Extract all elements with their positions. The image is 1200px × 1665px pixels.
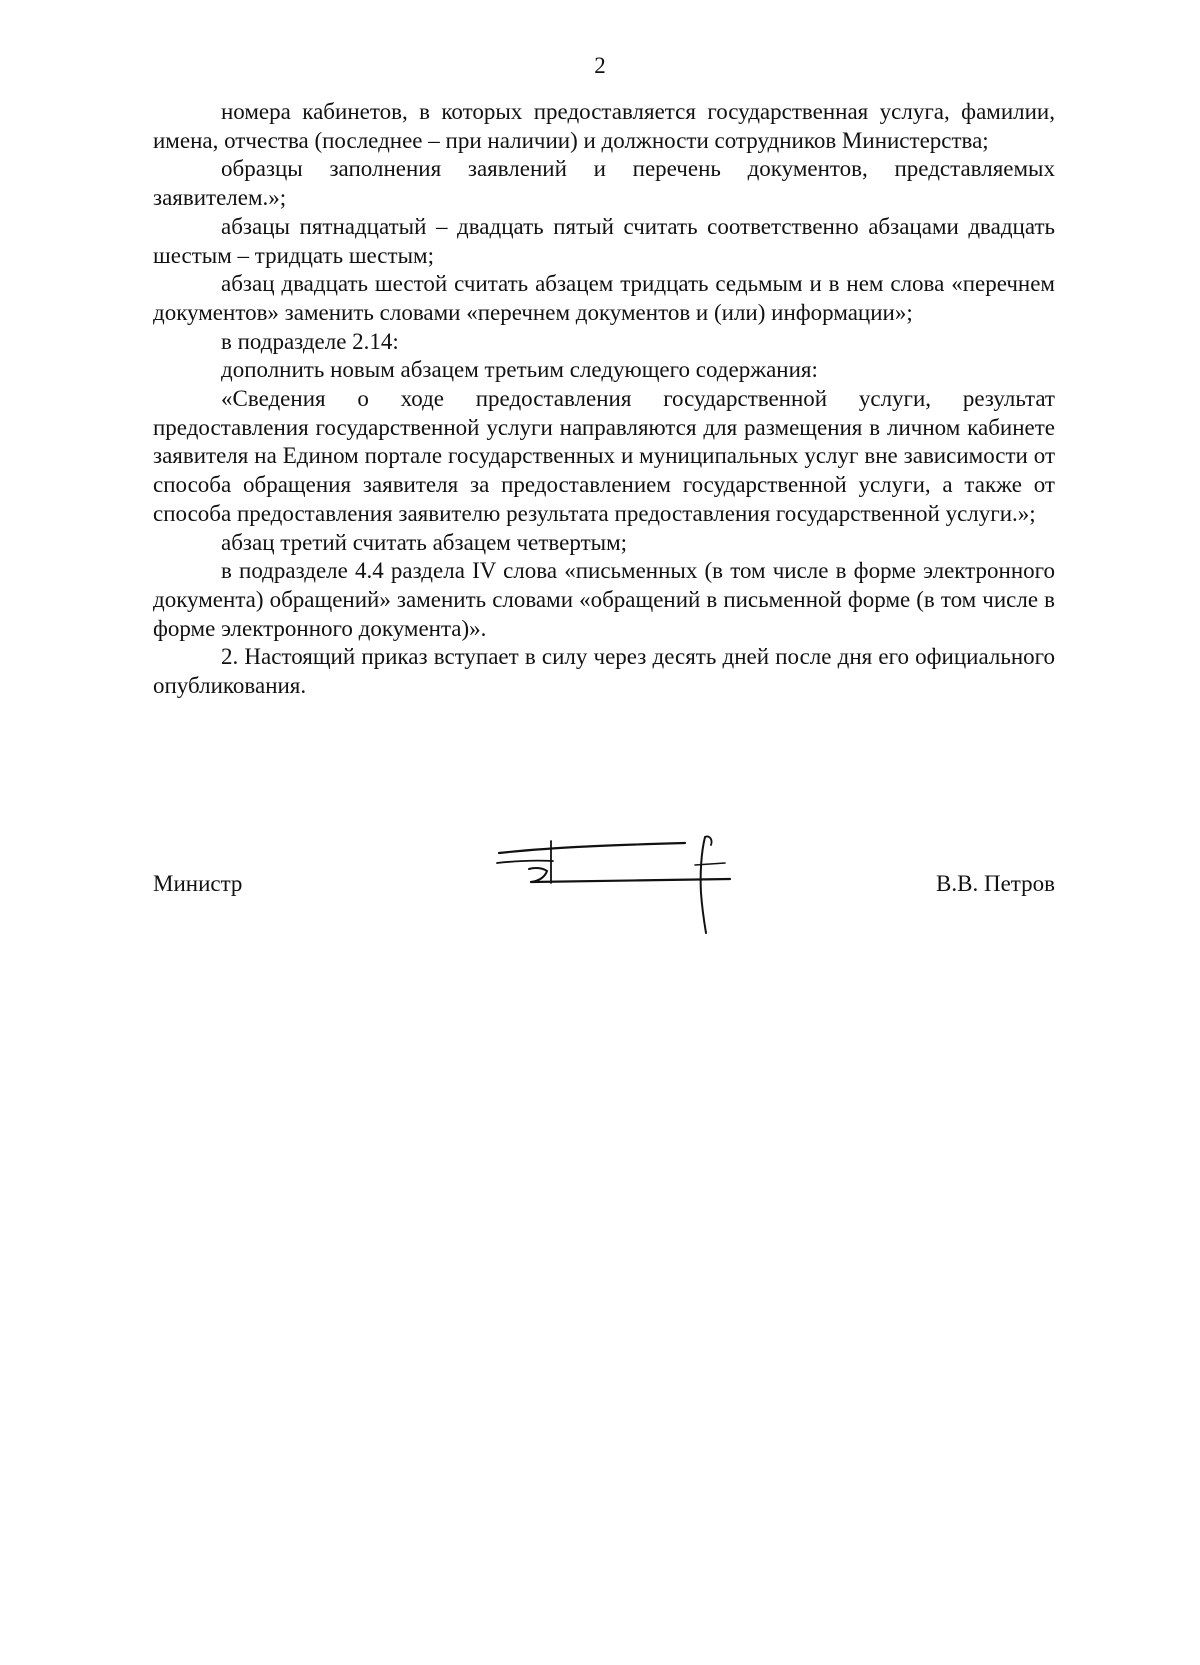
handwritten-signature xyxy=(495,835,765,935)
paragraph-1: номера кабинетов, в которых предоставляется государственная услуга, фамилии, имена, отчества (последнее – при наличии) и должности сотрудников Министерства; xyxy=(153,99,1055,153)
document-body xyxy=(153,98,1055,701)
signatory-name: В.В. Петров xyxy=(936,871,1055,896)
paragraph-3: абзацы пятнадцатый – двадцать пятый считать соответственно абзацами двадцать шестым – тридцать шестым; xyxy=(153,213,1055,268)
paragraph-4: абзац двадцать шестой считать абзацем тридцать седьмым и в нем слова «перечнем документов» заменить словами «перечнем документов и (или) информации»; xyxy=(153,271,1055,325)
paragraph-5: в подразделе 2.14: xyxy=(221,328,399,354)
paragraph-9: в подразделе 4.4 раздела IV слова «письменных (в том числе в форме электронного документа) обращений» заменить словами «обращений в письменной форме (в том числе в форме электронного документа)». xyxy=(153,558,1055,641)
signatory-title: Министр xyxy=(153,871,243,896)
paragraph-2: образцы заполнения заявлений и перечень документов, представляемых заявителем.»; xyxy=(153,156,1055,211)
paragraph-6: дополнить новым абзацем третьим следующего содержания: xyxy=(221,357,818,383)
paragraph-7: «Сведения о ходе предоставления государственной услуги, результат предоставления государственной услуги направляются для размещения в личном кабинете заявителя на Едином портале государственных и муниципальных услуг вне зависимости от способа обращения заявителя за предоставлением государственной услуги, а также от способа предоставления заявителю результата предоставления государственной услуги.»; xyxy=(153,386,1055,526)
page-number: 2 xyxy=(594,53,606,78)
paragraph-8: абзац третий считать абзацем четвертым; xyxy=(221,529,628,555)
paragraph-10: 2. Настоящий приказ вступает в силу через десять дней после дня его официального опубликования. xyxy=(153,644,1055,699)
